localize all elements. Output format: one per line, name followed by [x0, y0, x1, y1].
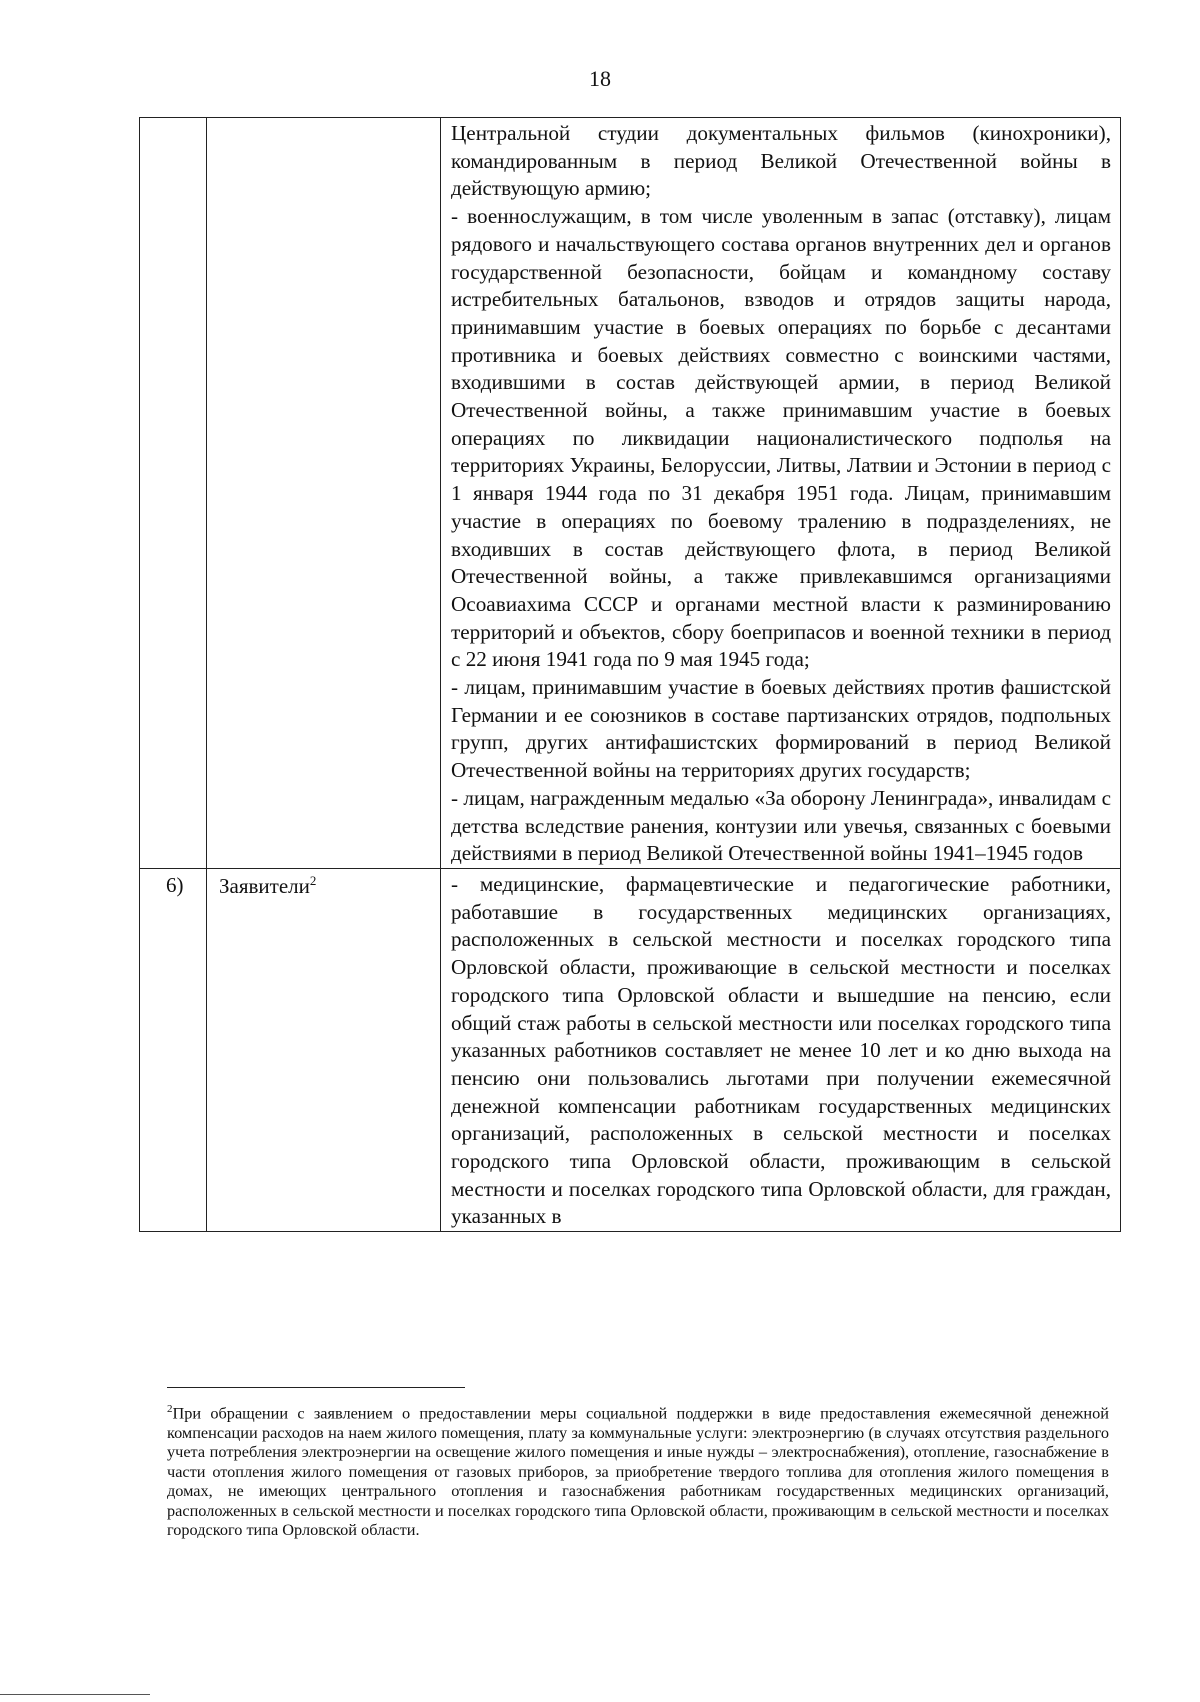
- beneficiaries-paragraph: - медицинские, фармацевтические и педагогические работники, работавшие в государственных медицинских организациях, расположенных в сельской местности и поселках городского типа Орловской области, проживающие в сельской местности и поселках городского типа Орловской области и вышедшие на пенсию, если общий стаж работы в сельской местности или поселках городского типа указанных работников составляет не менее 10 лет и ко дню выхода на пенсию они пользовались льготами при получении ежемесячной денежной компенсации работникам государственных медицинских организаций, расположенных в сельской местности и поселках городского типа Орловской области, проживающим в сельской местности и поселках городского типа Орловской области, для граждан, указанных в: [451, 871, 1111, 1229]
- footnote: [167, 1400, 1109, 1540]
- table-row: [140, 868, 1121, 1231]
- applicant-cell: [207, 118, 441, 869]
- beneficiaries-cell: [441, 868, 1121, 1231]
- beneficiaries-text: [441, 869, 1120, 1231]
- benefits-table: [139, 117, 1121, 1232]
- page-number: 18: [589, 66, 611, 91]
- applicant-label: [207, 118, 440, 122]
- beneficiaries-cell: [441, 118, 1121, 869]
- beneficiaries-paragraph: - лицам, награжденным медалью «За оборону Ленинграда», инвалидам с детства вследствие ранения, контузии или увечья, связанных с боевыми действиями в период Великой Отечественной войны 1941–1945 годов: [451, 785, 1111, 866]
- footnote-separator: [167, 1387, 465, 1388]
- beneficiaries-paragraph: - лицам, принимавшим участие в боевых действиях против фашистской Германии и ее союзников в составе партизанских отрядов, подпольных групп, других антифашистских формирований в период Великой Отечественной войны на территориях других государств;: [451, 675, 1111, 783]
- table-row: [140, 118, 1121, 869]
- beneficiaries-paragraph: - военнослужащим, в том числе уволенным в запас (отставку), лицам рядового и начальствующего состава органов внутренних дел и органов государственной безопасности, бойцам и командному составу истребительных батальонов, взводов и отрядов защиты народа, принимавшим участие в боевых операциях по борьбе с десантами противника и боевых действиях совместно с воинскими частями, входившими в состав действующей армии, в период Великой Отечественной войны, а также принимавшим участие в боевых операциях по ликвидации националистического подполья на территориях Украины, Белоруссии, Литвы, Латвии и Эстонии в период с 1 января 1944 года по 31 декабря 1951 года. Лицам, принимавшим участие в операциях по боевому тралению в подразделениях, не входивших в состав действующего флота, в период Великой Отечественной войны, а также привлекавшимся организациями Осоавиахима СССР и органами местной власти к разминированию территорий и объектов, сбору боеприпасов и военной техники в период с 22 июня 1941 года по 9 мая 1945 года;: [451, 204, 1111, 672]
- footnote-text: При обращении с заявлением о предоставлении меры социальной поддержки в виде предоставления ежемесячной денежной компенсации расходов на наем жилого помещения, плату за коммунальные услуги: электроэнергию (в случаях отсутствия раздельного учета потребления электроэнергии на освещение жилого помещения и иные нужды – электроснабжения), отопление, газоснабжение в части отопления жилого помещения от газовых приборов, за приобретение твердого топлива для отопления жилого помещения в домах, не имеющих центрального отопления и газоснабжения работникам государственных медицинских организаций, расположенных в сельской местности и поселках городского типа Орловской области, проживающим в сельской местности и поселках городского типа Орловской области.: [167, 1403, 1109, 1540]
- applicant-label-wrap: [207, 869, 440, 899]
- row-number-cell: [140, 868, 207, 1231]
- row-number: [140, 118, 206, 122]
- beneficiaries-paragraph: Центральной студии документальных фильмов (кинохроники), командированным в период Великой Отечественной войны в действующую армию;: [451, 121, 1111, 201]
- beneficiaries-text: [441, 118, 1120, 868]
- applicant-cell: [207, 868, 441, 1231]
- footnote-reference[interactable]: 2: [309, 872, 317, 888]
- applicant-label: Заявители: [219, 873, 310, 898]
- row-number-cell: [140, 118, 207, 869]
- row-number: 6): [166, 872, 184, 897]
- scan-edge-line: [0, 1694, 150, 1695]
- footnote-mark: 2: [167, 1403, 173, 1415]
